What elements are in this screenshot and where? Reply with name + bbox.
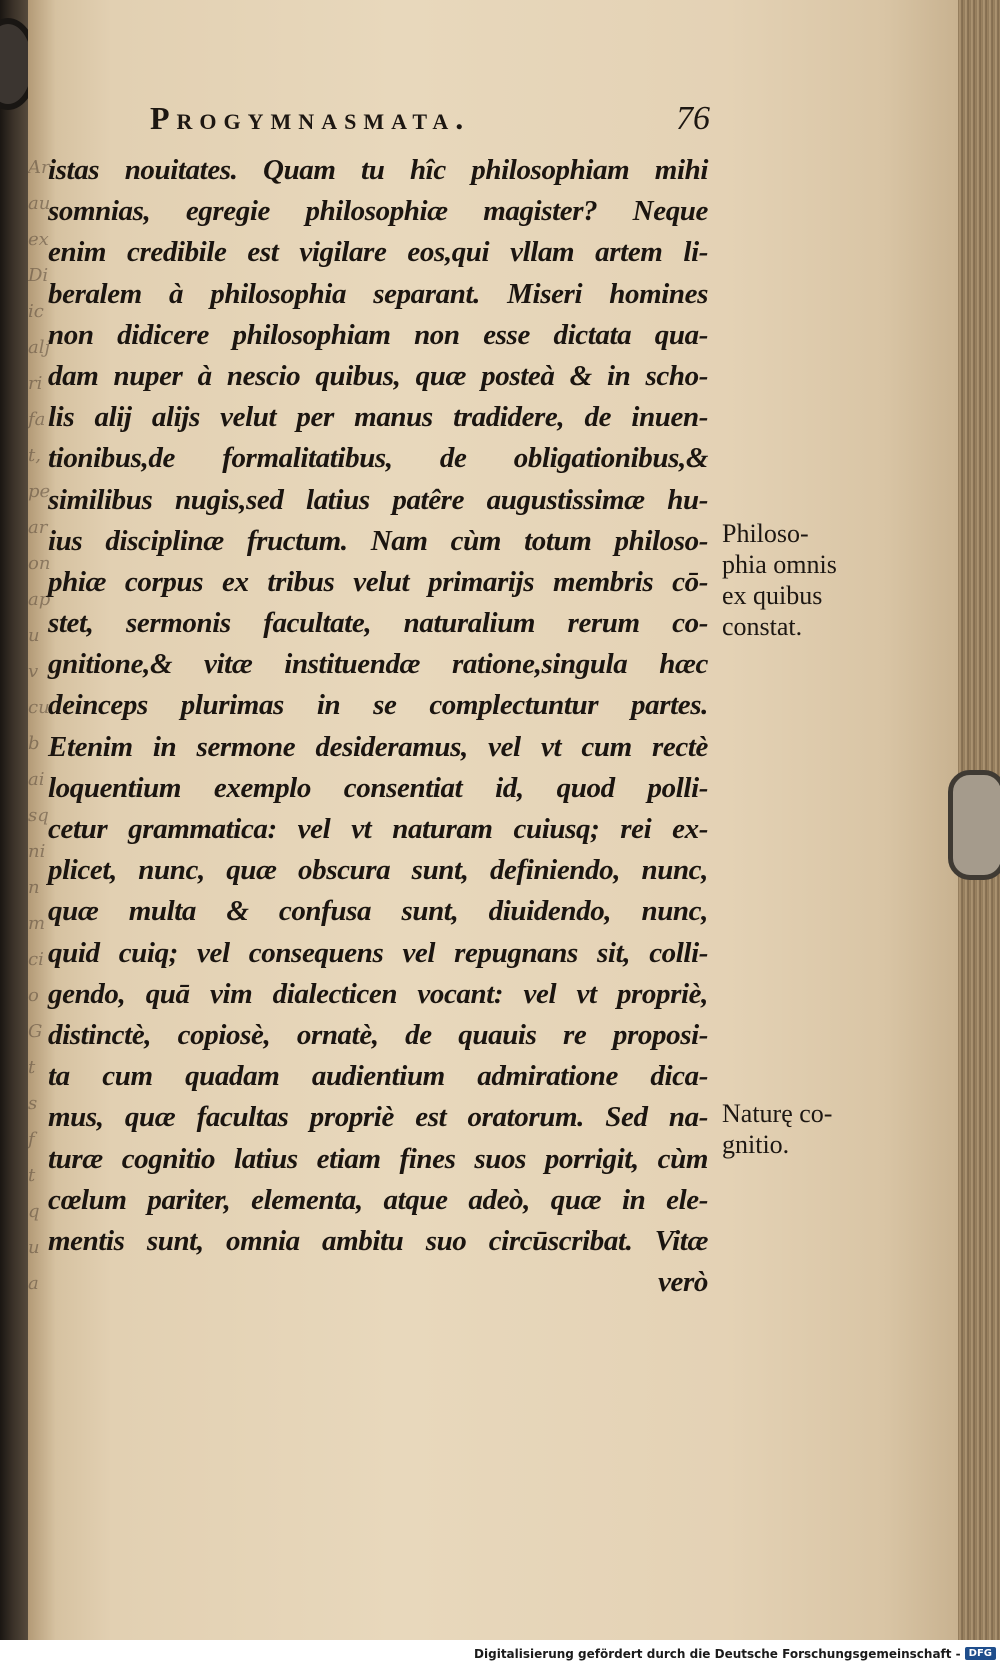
text-line: ius disciplinæ fructum. Nam cùm totum philoso- — [48, 524, 708, 557]
text-line: tionibus,de formalitatibus, de obligationibus,& — [48, 442, 708, 475]
text-line: cœlum pariter, elementa, atque adeò, quæ in ele- — [48, 1183, 708, 1216]
text-line: mus, quæ facultas propriè est oratorum. Sed na- — [48, 1101, 708, 1134]
facing-page-fragment: q — [28, 1201, 40, 1222]
text-line: beralem à philosophia separant. Miseri homines — [48, 277, 708, 310]
facing-page-fragment: alj — [28, 337, 51, 358]
text-line: dam nuper à nescio quibus, quæ posteà & in scho- — [48, 359, 708, 392]
book-clasp — [948, 770, 1000, 880]
facing-page-fragment: au — [28, 193, 51, 214]
text-line: non didicere philosophiam non esse dictata qua- — [48, 318, 708, 351]
facing-page-fragment: Di — [28, 265, 49, 286]
marginal-note-line: ex quibus — [722, 581, 823, 610]
text-line: verò — [658, 1266, 708, 1299]
facing-page-fragment: f — [28, 1129, 35, 1150]
text-line: plicet, nunc, quæ obscura sunt, definiendo, nunc, — [48, 854, 708, 887]
marginal-note-line: Philoso- — [722, 519, 809, 548]
text-line: stet, sermonis facultate, naturalium rerum co- — [48, 607, 708, 640]
marginal-note-line: constat. — [722, 612, 803, 641]
facing-page-fragment: ai — [28, 769, 45, 790]
marginal-note-nature — [722, 1098, 832, 1160]
text-line: ta cum quadam audientium admiratione dica- — [48, 1060, 708, 1093]
facing-page-fragment: pe — [28, 481, 51, 502]
facing-page-fragment: n — [28, 877, 40, 898]
facing-page-fragment: ci — [28, 949, 44, 970]
running-head — [150, 100, 710, 138]
facing-page-fragment: on — [28, 553, 51, 574]
facing-page-fragment: ex — [28, 229, 49, 250]
text-line: deinceps plurimas in se complectuntur partes. — [48, 689, 708, 722]
funding-credit: Digitalisierung gefördert durch die Deutsche Forschungsgemeinschaft - — [474, 1646, 961, 1661]
body-text — [48, 150, 708, 1303]
page-number: 76 — [676, 100, 710, 137]
text-line: mentis sunt, omnia ambitu suo circūscribat. Vitæ — [48, 1224, 708, 1257]
text-line: somnias, egregie philosophiæ magister? Neque — [48, 195, 708, 228]
facing-page-fragment: t — [28, 1057, 36, 1078]
facing-page-fragment: a — [28, 1273, 39, 1294]
facing-page-fragment: u — [28, 1237, 40, 1258]
facing-page-fragment: b — [28, 733, 40, 754]
facing-page-fragment: ic — [28, 301, 44, 322]
digitization-footer — [0, 1640, 1000, 1667]
facing-page-fragment: cu — [28, 697, 50, 718]
facing-page-fragment: v — [28, 661, 39, 682]
facing-page-fragment: fa — [28, 409, 46, 430]
facing-page-fragment: ni — [28, 841, 46, 862]
facing-page-fragment: t, — [28, 445, 41, 466]
marginal-note-philosophy — [722, 518, 837, 642]
marginal-note-line: gnitio. — [722, 1130, 790, 1159]
text-line: quæ multa & confusa sunt, diuidendo, nunc, — [48, 895, 708, 928]
text-line: quid cuiq; vel consequens vel repugnans sit, colli- — [48, 936, 708, 969]
facing-page-fragment: ap — [28, 589, 51, 610]
facing-page-fragment: m — [28, 913, 46, 934]
text-line: gnitione,& vitæ instituendæ ratione,singula hæc — [48, 648, 708, 681]
marginal-note-line: phia omnis — [722, 550, 837, 579]
text-line: phiæ corpus ex tribus velut primarijs membris cō- — [48, 565, 708, 598]
text-line: similibus nugis,sed latius patêre augustissimæ hu- — [48, 483, 708, 516]
text-line: Etenim in sermone desideramus, vel vt cum rectè — [48, 730, 708, 763]
facing-page-fragment: o — [28, 985, 39, 1006]
text-line: loquentium exemplo consentiat id, quod polli- — [48, 771, 708, 804]
running-title: Progymnasmata. — [150, 100, 471, 136]
facing-page-fragment: u — [28, 625, 40, 646]
marginal-note-line: Naturę co- — [722, 1099, 833, 1128]
text-line: turæ cognitio latius etiam fines suos porrigit, cùm — [48, 1142, 708, 1175]
facing-page-fragment: Ar — [28, 157, 50, 178]
facing-page-fragment: ar — [28, 517, 48, 538]
facing-page-fragment: ri — [28, 373, 43, 394]
facing-page-fragment: t — [28, 1165, 36, 1186]
facing-page-fragment: sq — [28, 805, 49, 826]
text-line: enim credibile est vigilare eos,qui vllam artem li- — [48, 236, 708, 269]
text-line: cetur grammatica: vel vt naturam cuiusq; rei ex- — [48, 813, 708, 845]
text-line: istas nouitates. Quam tu hîc philosophiam mihi — [48, 154, 708, 186]
text-line: distinctè, copiosè, ornatè, de quauis re proposi- — [48, 1018, 708, 1051]
facing-page-fragment: G — [28, 1021, 43, 1042]
dfg-logo: DFG — [965, 1647, 996, 1660]
text-line: lis alij alijs velut per manus tradidere, de inuen- — [48, 401, 708, 434]
facing-page-fragment: s — [28, 1093, 38, 1114]
text-line: gendo, quā vim dialecticen vocant: vel vt propriè, — [48, 977, 708, 1010]
